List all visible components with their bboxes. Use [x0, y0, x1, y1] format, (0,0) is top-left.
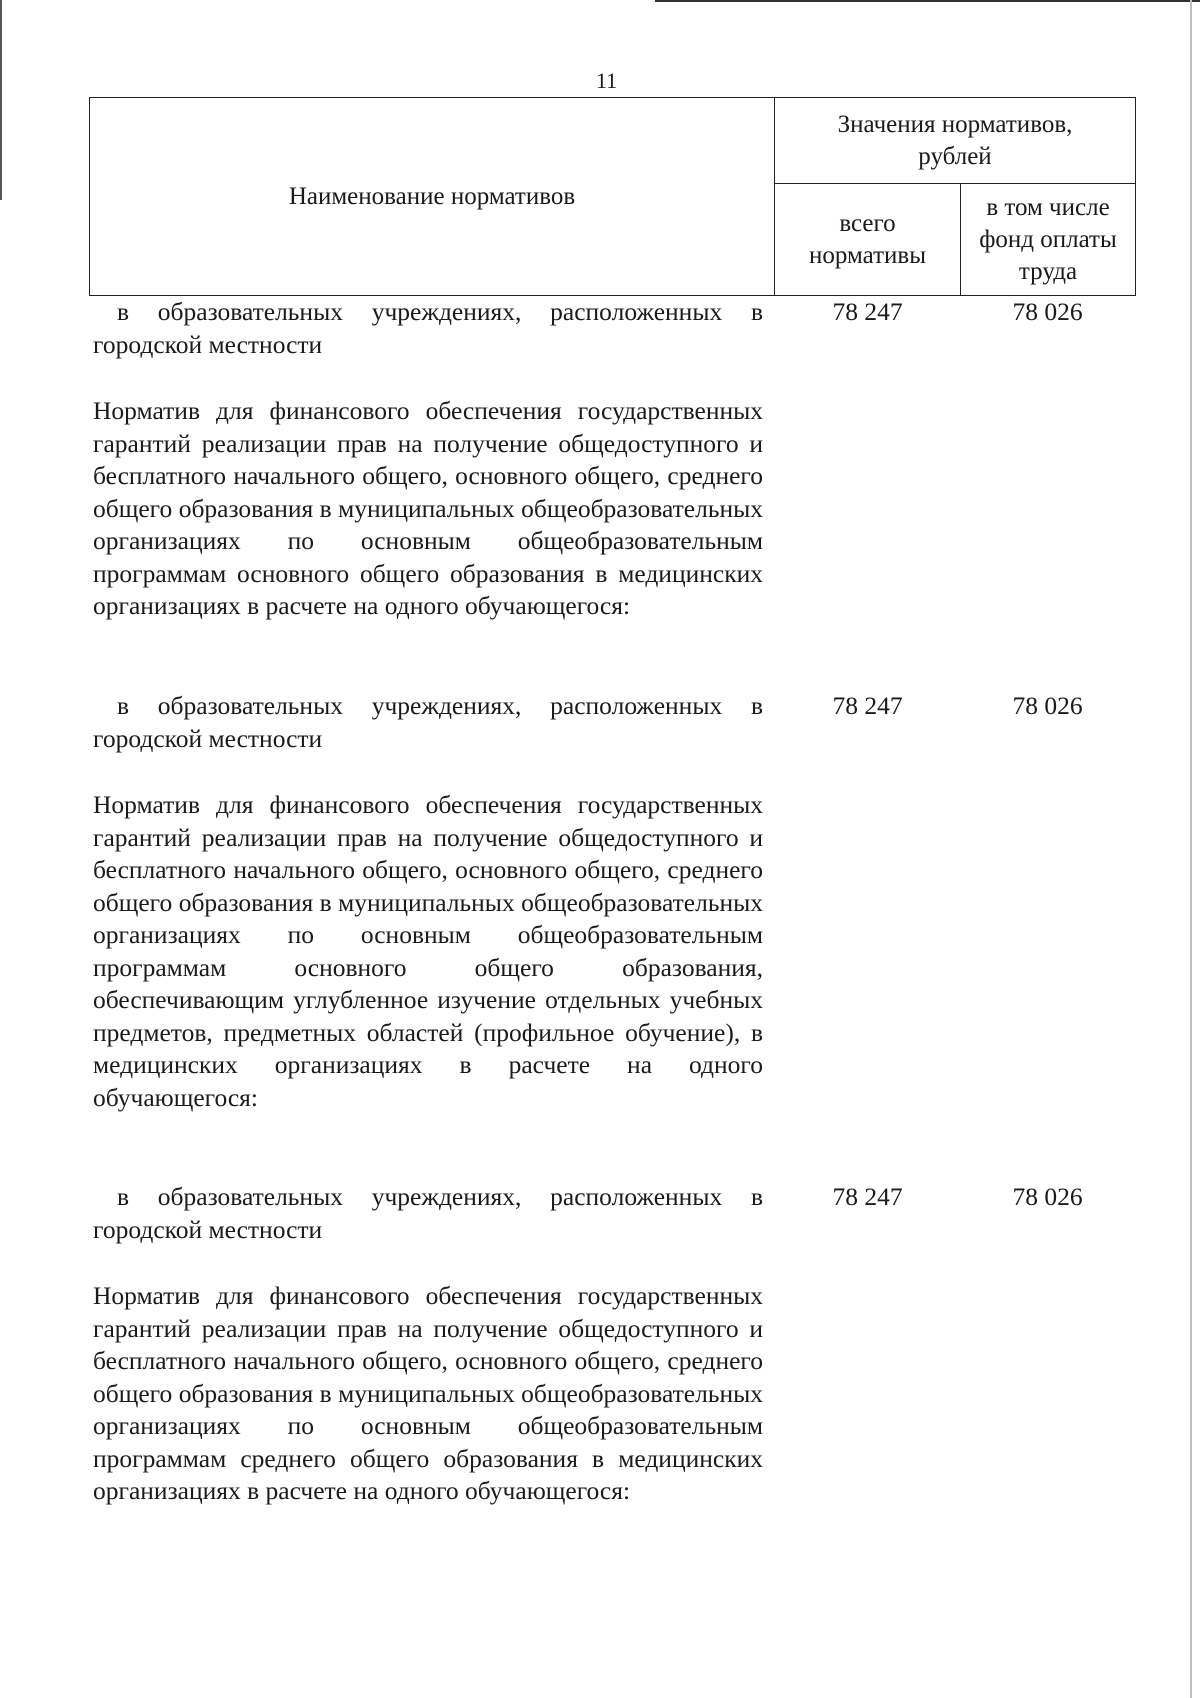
scan-border-top — [655, 0, 1200, 2]
row-total-value: 78 247 — [832, 691, 903, 720]
row-name: Норматив для финансового обеспечения государственных гарантий реализации прав на получение общедоступного и бесплатного начального общего, основного общего, среднего общего образования в муниципальных общеобразовательных организациях по основным общеобразовательным программам основного общего образования в медицинских организациях в расчете на одного обучающегося: — [93, 396, 763, 620]
row-name: в образовательных учреждениях, расположенных в городской местности — [93, 297, 763, 359]
page-number: 11 — [596, 68, 618, 93]
scan-border-right — [1190, 0, 1192, 1698]
header-name-column: Наименование нормативов — [90, 98, 775, 296]
header-total-column: всего нормативы — [775, 184, 961, 296]
row-total-value: 78 247 — [832, 297, 903, 326]
row-payroll-value: 78 026 — [1012, 297, 1083, 326]
row-payroll-value: 78 026 — [1012, 1182, 1083, 1211]
row-name: в образовательных учреждениях, расположенных в городской местности — [93, 1182, 763, 1244]
row-name: Норматив для финансового обеспечения государственных гарантий реализации прав на получение общедоступного и бесплатного начального общего, основного общего, среднего общего образования в муниципальных общеобразовательных организациях по основным общеобразовательным программам среднего общего образования в медицинских организациях в расчете на одного обучающегося: — [93, 1281, 763, 1505]
table-header — [89, 97, 1136, 296]
row-name: в образовательных учреждениях, расположенных в городской местности — [93, 691, 763, 753]
row-payroll-value: 78 026 — [1012, 691, 1083, 720]
header-payroll-column: в том числе фонд оплаты труда — [961, 184, 1136, 296]
row-total-value: 78 247 — [832, 1182, 903, 1211]
scan-border-left — [0, 0, 2, 200]
row-name: Норматив для финансового обеспечения государственных гарантий реализации прав на получение общедоступного и бесплатного начального общего, основного общего, среднего общего образования в муниципальных общеобразовательных организациях по основным общеобразовательным программам основного общего образования, обеспечивающим углубленное изучение отдельных учебных предметов, предметных областей (профильное обучение), в медицинских организациях в расчете на одного обучающегося: — [93, 790, 763, 1112]
header-values-group: Значения нормативов, рублей — [775, 98, 1136, 184]
